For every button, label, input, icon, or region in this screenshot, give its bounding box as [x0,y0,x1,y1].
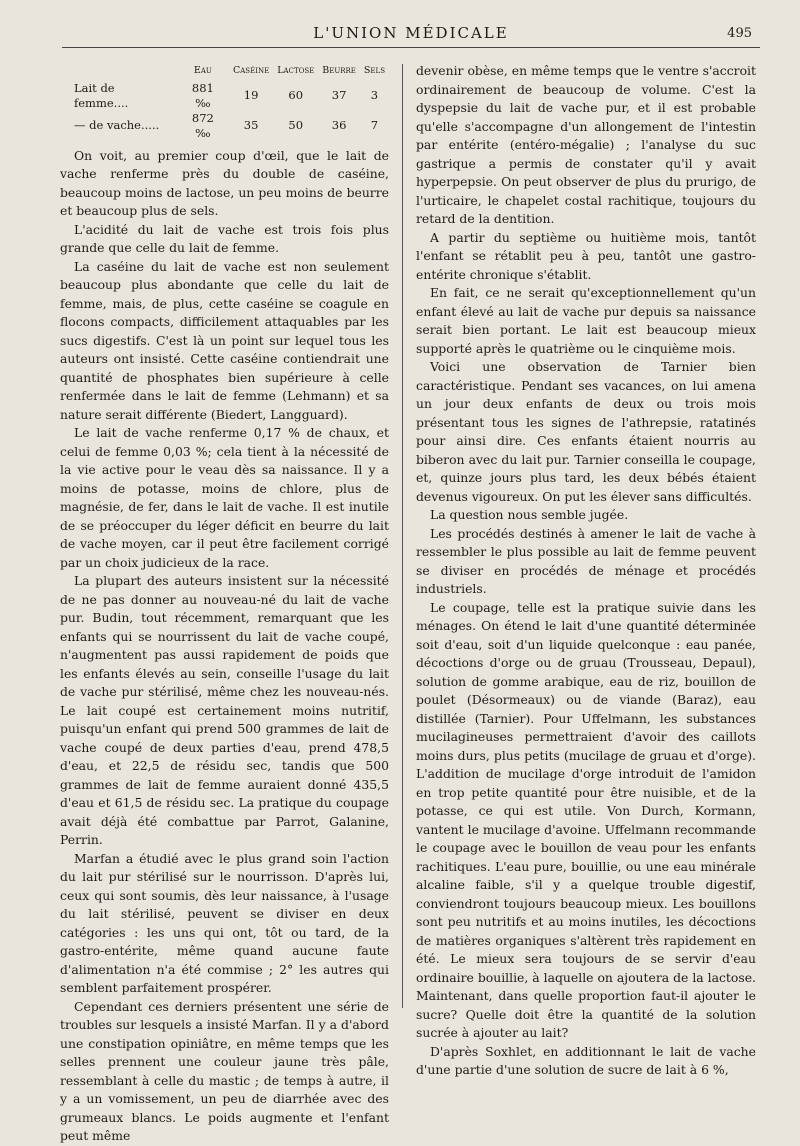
table-cell: 872 ‰ [191,110,214,140]
table-cell: — de vache..... [74,118,160,132]
paragraph: La question nous semble jugée. [430,507,629,522]
composition-table [70,62,389,141]
paragraph: Cependant ces derniers présentent une série de troubles sur lesquels a insisté Marfan. Il y a d'abord une constipation opiniâtre, en même temps que les selles prennent une couleur jaune très pâle, ressemblant à celle du mastic ; de temps à autre, il y a un vomissement, un peu de diarrhée avec des grumeaux blancs. Le poids augmente et l'enfant peut même [60,998,389,1143]
table-header-row [70,62,389,81]
paragraph: A partir du septième ou huitième mois, tantôt l'enfant se rétablit peu à peu, tantôt une gastro-entérite chronique s'établit. [416,229,756,282]
table-cell: 36 [331,118,347,132]
paragraph: Le lait de vache renferme 0,17 % de chaux, et celui de femme 0,03 %; cela tient à la nécessité de la vie active pour le veau dès sa naissance. Il y a moins de potasse, moins de chlore, plus de magnésie, de fer, dans le lait de vache. Il est inutile de se préoccuper du léger déficit en beurre du lait de vache moyen, car il peut être facilement corrigé par un choix judicieux de la race. [60,425,389,570]
table-row [70,111,389,141]
paragraph: La caséine du lait de vache est non seulement beaucoup plus abondante que celle du lait de femme, mais, de plus, cette caséine se coagule en flocons compacts, difficilement attaquables par les sucs digestifs. C'est là un point sur lequel tous les auteurs ont insisté. Cette caséine contiendrait une quantité de phosphates bien supérieure à celle renfermée dans le lait de femme (Lehmann) et sa nature serait différente (Biedert, Langguard). [60,258,389,422]
paragraph: Voici une observation de Tarnier bien caractéristique. Pendant ses vacances, on lui amena un jour deux enfants de deux ou trois mois présentant tous les signes de l'athrepsie, ratatinés pour ainsi dire. Ces enfants étaient nourris au biberon avec du lait pur. Tarnier conseilla le coupage, et, quinze jours plus tard, les deux bébés étaient devenus vigoureux. On put les élever sans difficultés. [416,359,756,504]
page-header [62,20,760,50]
paragraph: La plupart des auteurs insistent sur la nécessité de ne pas donner au nouveau-né du lait de vache pur. Budin, tout récemment, remarquant que les enfants qui se nourrissent du lait de vache coupé, n'augmentent pas aussi rapidement de poids que les enfants élevés au sein, conseille l'usage du lait de vache pur stérilisé, même chez les nouveau-nés. Le lait coupé est certainement moins nutritif, puisqu'un enfant qui prend 500 grammes de lait de vache coupé de deux parties d'eau, prend 478,5 d'eau, et 22,5 de résidu sec, tandis que 500 grammes de lait de femme auraient donné 435,5 d'eau et 61,5 de résidu sec. La pratique du coupage avait déjà été combattue par Parrot, Galanine, Perrin. [60,573,389,847]
table-header: Lactose [277,65,315,76]
table-cell: 37 [331,88,347,102]
table-header [70,62,177,81]
table-cell: Lait de femme.... [74,80,129,110]
paragraph: D'après Soxhlet, en additionnant le lait de vache d'une partie d'une solution de sucre de lait à 6 %, [416,1043,756,1077]
right-column [416,62,756,1080]
table-header: Caséine [232,65,270,76]
paragraph: L'acidité du lait de vache est trois fois plus grande que celle du lait de femme. [60,221,389,255]
table-header: Eau [193,65,212,76]
table-header: Sels [363,65,385,76]
table-header: Beurre [322,65,356,76]
paragraph: devenir obèse, en même temps que le ventre s'accroit ordinairement de beaucoup de volume. C'est la dyspepsie du lait de vache pur, et il est probable qu'elle s'accompagne d'un allongement de l'intestin par entérite (entéro-mégalie) ; l'analyse du suc gastrique a permis de constater qu'il y avait hyperpepsie. On peut observer de plus du prurigo, de l'urticaire, le chapelet costal rachitique, toujours du retard de la dentition. [416,63,756,226]
page-number: 495 [727,26,752,41]
paragraph: Marfan a étudié avec le plus grand soin l'action du lait pur stérilisé sur le nourrisson. D'après lui, ceux qui sont soumis, dès leur naissance, à l'usage du lait stérilisé, peuvent se diviser en deux catégories : les uns qui ont, tôt ou tard, de la gastro-entérite, même quand aucune faute d'alimentation n'a été commise ; 2° les autres qui semblent parfaitement prospérer. [60,850,389,995]
paragraph: Les procédés destinés à amener le lait de vache à ressembler le plus possible au lait de femme peuvent se diviser en procédés de ménage et procédés industriels. [416,525,756,596]
table-cell: 60 [288,88,304,102]
table-cell: 50 [288,118,304,132]
table-cell: 7 [370,118,379,132]
table-cell: 881 ‰ [191,80,214,110]
table-cell: 19 [243,88,259,102]
header-rule [62,47,760,48]
table-row [70,81,389,111]
table-cell: 3 [370,88,379,102]
table-cell: 35 [243,118,259,132]
paragraph: Le coupage, telle est la pratique suivie dans les ménages. On étend le lait d'une quantité déterminée soit d'eau, soit d'un liquide quelconque : eau panée, décoctions d'orge ou de gruau (Trousseau, Depaul), solution de gomme arabique, eau de riz, bouillon de poulet (Désormeaux) ou de viande (Baraz), eau distillée (Tarnier). Pour Uffelmann, les substances mucilagineuses permettraient d'avoir des caillots moins durs, plus petits (mucilage de gruau et d'orge). L'addition de mucilage d'orge introduit de l'amidon en trop petite quantité pour être nuisible, et de la potasse, ce qui est utile. Von Durch, Kormann, vantent le mucilage d'avoine. Uffelmann recommande le coupage avec le bouillon de veau pour les enfants rachitiques. L'eau pure, bouillie, ou une eau minérale alcaline faible, s'il y a quelque trouble digestif, conviendront toujours beaucoup mieux. Les bouillons sont peu nutritifs et au moins inutiles, les décoctions de matières organiques s'altèrent très rapidement en été. Le mieux sera toujours de se servir d'eau ordinaire bouillie, à laquelle on ajoutera de la lactose. Maintenant, dans quelle proportion faut-il ajouter le sucre? Quelle doit être la quantité de la solution sucrée à ajouter au lait? [416,599,756,1040]
paragraph: On voit, au premier coup d'œil, que le lait de vache renferme près du double de caséine, beaucoup moins de lactose, un peu moins de beurre et beaucoup plus de sels. [60,147,389,218]
column-divider [402,64,403,1008]
paragraph: En fait, ce ne serait qu'exceptionnellement qu'un enfant élevé au lait de vache pur depuis sa naissance serait bien portant. Le lait est beaucoup mieux supporté après le quatrième ou le cinquième mois. [416,285,756,356]
left-column [60,62,389,1146]
journal-title: L'UNION MÉDICALE [313,24,509,42]
